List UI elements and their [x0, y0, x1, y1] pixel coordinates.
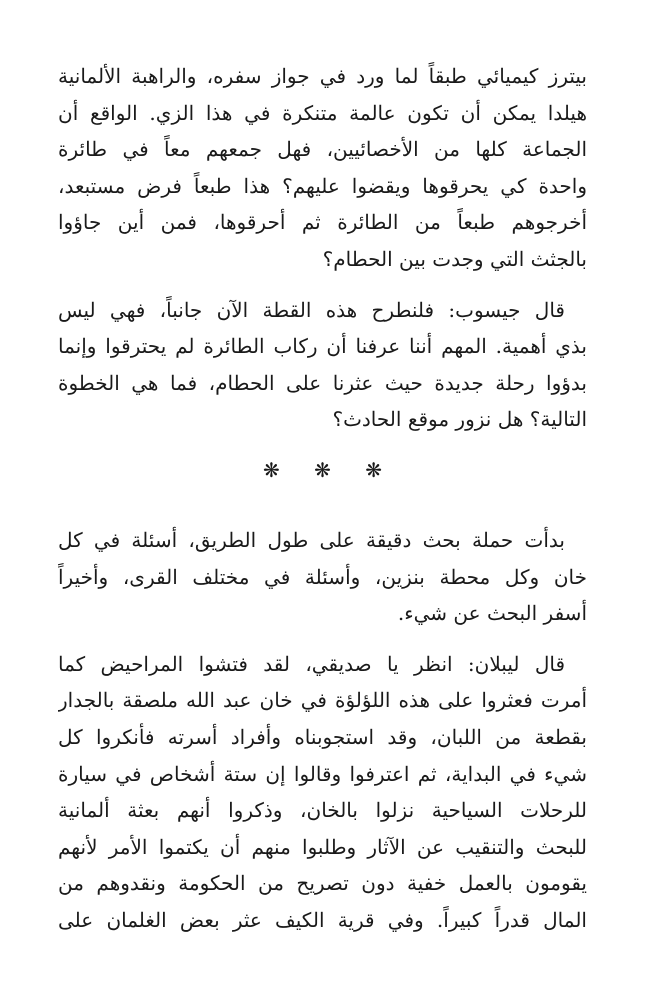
text-line: أخرجوهم طبعاً من الطائرة ثم أحرقوها، فمن أين جاؤوا	[58, 210, 587, 235]
text-line: بالجثث التي وجدت بين الحطام؟	[322, 246, 587, 271]
text-line: بدأت حملة بحث دقيقة على طول الطريق، أسئلة في كل	[58, 527, 565, 552]
paragraph-2	[58, 292, 587, 438]
text-line: أمرت فعثروا على هذه اللؤلؤة في خان عبد الله ملصقة بالجدار	[58, 688, 587, 713]
text-line: بيترز كيميائي طبقاً لما ورد في جواز سفره، والراهبة الألمانية	[58, 64, 587, 88]
section-separator: ❋ ❋ ❋	[263, 457, 396, 482]
text-line: التالية؟ هل نزور موقع الحادث؟	[332, 407, 587, 432]
text-line: خان وكل محطة بنزين، وأسئلة في مختلف القرى، وأخيراً	[58, 564, 587, 589]
text-line: بذي أهمية. المهم أننا عرفنا أن ركاب الطائرة لم يحترقوا وإنما	[58, 334, 587, 359]
text-line: شيء في البداية، ثم اعترفوا وقالوا إن ستة أشخاص في سيارة	[58, 761, 587, 786]
text-line: بدؤوا رحلة جديدة حيث عثرنا على الحطام، فما هي الخطوة	[58, 370, 587, 395]
text-line: الجماعة كلها من الأخصائيين، فهل جمعهم معاً في طائرة	[58, 137, 587, 162]
text-line: للبحث والتنقيب عن الآثار وطلبوا منهم أن يكتموا الأمر لأنهم	[58, 834, 587, 859]
paragraph-1	[58, 58, 587, 278]
text-line: بقطعة من اللبان، وقد استجوبناه وأفراد أسرته فأنكروا كل	[58, 724, 587, 749]
paragraph-3	[58, 522, 587, 632]
text-line: هيلدا يمكن أن تكون عالمة متنكرة في هذا الزي. الواقع أن	[58, 100, 587, 125]
paragraph-4	[58, 646, 587, 939]
text-line: قال ليبلان: انظر يا صديقي، لقد فتشوا المراحيض كما	[58, 651, 565, 676]
text-line: قال جيسوب: فلنطرح هذه القطة الآن جانباً، فهي ليس	[58, 297, 565, 322]
text-line: للرحلات السياحية نزلوا بالخان، وذكروا أنهم بعثة ألمانية	[58, 798, 587, 823]
text-line: واحدة كي يحرقوها ويقضوا عليهم؟ هذا طبعاً فرض مستبعد،	[58, 173, 587, 198]
text-line: أسفر البحث عن شيء.	[397, 601, 587, 626]
text-line: يقومون بالعمل خفية دون تصريح من الحكومة ونقدوهم من	[58, 871, 587, 896]
text-line: المال قدراً كبيراً. وفي قرية الكيف عثر بعض الغلمان على	[58, 907, 587, 932]
